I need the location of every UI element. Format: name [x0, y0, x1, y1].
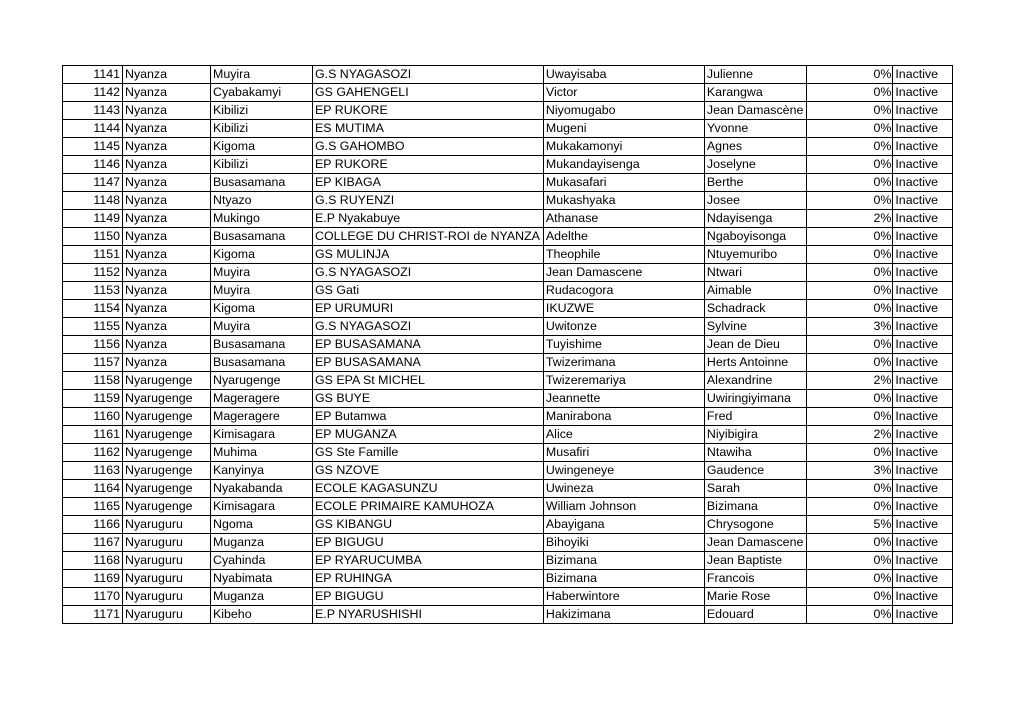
cell-row-number: 1153 [63, 282, 123, 300]
cell-first-name: Edouard [704, 606, 806, 624]
cell-district: Nyarugenge [123, 444, 211, 462]
table-row [63, 408, 953, 426]
cell-surname: Jean Damascene [543, 264, 704, 282]
cell-school: EP Butamwa [313, 408, 544, 426]
cell-row-number: 1146 [63, 156, 123, 174]
cell-surname: Uwitonze [543, 318, 704, 336]
cell-first-name: Josee [704, 192, 806, 210]
cell-row-number: 1152 [63, 264, 123, 282]
cell-sector: Kibilizi [211, 120, 313, 138]
cell-district: Nyanza [123, 282, 211, 300]
table-row [63, 552, 953, 570]
cell-row-number: 1162 [63, 444, 123, 462]
cell-sector: Muyira [211, 318, 313, 336]
cell-district: Nyanza [123, 264, 211, 282]
table-row [63, 66, 953, 84]
cell-progress: 0% [807, 120, 893, 138]
cell-first-name: Julienne [704, 66, 806, 84]
cell-row-number: 1154 [63, 300, 123, 318]
cell-district: Nyanza [123, 120, 211, 138]
cell-status: Inactive [893, 516, 953, 534]
cell-first-name: Jean Damascène [704, 102, 806, 120]
cell-progress: 0% [807, 390, 893, 408]
cell-district: Nyarugenge [123, 408, 211, 426]
cell-district: Nyaruguru [123, 570, 211, 588]
cell-school: G.S RUYENZI [313, 192, 544, 210]
table-row [63, 156, 953, 174]
table-row [63, 498, 953, 516]
cell-surname: Jeannette [543, 390, 704, 408]
cell-school: COLLEGE DU CHRIST-ROI de NYANZA [313, 228, 544, 246]
cell-sector: Kibeho [211, 606, 313, 624]
cell-sector: Kanyinya [211, 462, 313, 480]
cell-school: GS MULINJA [313, 246, 544, 264]
cell-surname: Hakizimana [543, 606, 704, 624]
table-row [63, 516, 953, 534]
cell-district: Nyanza [123, 300, 211, 318]
cell-progress: 0% [807, 606, 893, 624]
cell-sector: Muyira [211, 282, 313, 300]
table-row [63, 246, 953, 264]
cell-sector: Mukingo [211, 210, 313, 228]
cell-first-name: Chrysogone [704, 516, 806, 534]
cell-first-name: Ndayisenga [704, 210, 806, 228]
cell-sector: Muhima [211, 444, 313, 462]
cell-first-name: Schadrack [704, 300, 806, 318]
cell-school: GS BUYE [313, 390, 544, 408]
cell-first-name: Ngaboyisonga [704, 228, 806, 246]
cell-school: ES MUTIMA [313, 120, 544, 138]
cell-surname: Mukasafari [543, 174, 704, 192]
cell-progress: 3% [807, 318, 893, 336]
cell-progress: 0% [807, 228, 893, 246]
cell-district: Nyanza [123, 84, 211, 102]
cell-sector: Kigoma [211, 138, 313, 156]
cell-surname: Mukakamonyi [543, 138, 704, 156]
cell-surname: Uwayisaba [543, 66, 704, 84]
cell-district: Nyanza [123, 318, 211, 336]
cell-status: Inactive [893, 84, 953, 102]
cell-first-name: Niyibigira [704, 426, 806, 444]
cell-district: Nyaruguru [123, 606, 211, 624]
cell-school: EP RUKORE [313, 102, 544, 120]
cell-first-name: Fred [704, 408, 806, 426]
cell-progress: 5% [807, 516, 893, 534]
cell-status: Inactive [893, 318, 953, 336]
cell-school: EP RYARUCUMBA [313, 552, 544, 570]
cell-first-name: Ntuyemuribo [704, 246, 806, 264]
table-row [63, 282, 953, 300]
cell-first-name: Marie Rose [704, 588, 806, 606]
cell-progress: 0% [807, 570, 893, 588]
data-table [62, 65, 953, 624]
cell-progress: 0% [807, 588, 893, 606]
cell-first-name: Yvonne [704, 120, 806, 138]
cell-progress: 0% [807, 300, 893, 318]
cell-row-number: 1155 [63, 318, 123, 336]
cell-sector: Nyarugenge [211, 372, 313, 390]
cell-first-name: Sarah [704, 480, 806, 498]
cell-first-name: Agnes [704, 138, 806, 156]
cell-status: Inactive [893, 192, 953, 210]
cell-district: Nyanza [123, 192, 211, 210]
cell-district: Nyarugenge [123, 462, 211, 480]
cell-row-number: 1148 [63, 192, 123, 210]
cell-sector: Muyira [211, 264, 313, 282]
cell-sector: Muganza [211, 588, 313, 606]
cell-district: Nyarugenge [123, 390, 211, 408]
cell-status: Inactive [893, 156, 953, 174]
cell-sector: Mageragere [211, 390, 313, 408]
cell-progress: 0% [807, 480, 893, 498]
cell-progress: 2% [807, 426, 893, 444]
cell-row-number: 1150 [63, 228, 123, 246]
cell-status: Inactive [893, 444, 953, 462]
cell-sector: Ntyazo [211, 192, 313, 210]
cell-district: Nyarugenge [123, 498, 211, 516]
cell-first-name: Bizimana [704, 498, 806, 516]
cell-surname: Manirabona [543, 408, 704, 426]
cell-row-number: 1159 [63, 390, 123, 408]
cell-row-number: 1149 [63, 210, 123, 228]
cell-surname: Twizeremariya [543, 372, 704, 390]
cell-surname: Mugeni [543, 120, 704, 138]
cell-status: Inactive [893, 426, 953, 444]
cell-progress: 0% [807, 138, 893, 156]
cell-sector: Busasamana [211, 228, 313, 246]
cell-school: G.S NYAGASOZI [313, 264, 544, 282]
cell-status: Inactive [893, 606, 953, 624]
table-row [63, 534, 953, 552]
cell-sector: Kibilizi [211, 102, 313, 120]
cell-status: Inactive [893, 174, 953, 192]
cell-surname: Niyomugabo [543, 102, 704, 120]
cell-surname: IKUZWE [543, 300, 704, 318]
cell-district: Nyanza [123, 228, 211, 246]
cell-row-number: 1147 [63, 174, 123, 192]
cell-status: Inactive [893, 246, 953, 264]
table-row [63, 336, 953, 354]
table-body [63, 66, 953, 624]
cell-sector: Kimisagara [211, 498, 313, 516]
cell-district: Nyaruguru [123, 588, 211, 606]
cell-progress: 0% [807, 354, 893, 372]
cell-progress: 0% [807, 246, 893, 264]
cell-school: GS GAHENGELI [313, 84, 544, 102]
cell-district: Nyanza [123, 174, 211, 192]
cell-sector: Busasamana [211, 354, 313, 372]
cell-progress: 0% [807, 84, 893, 102]
cell-surname: Bihoyiki [543, 534, 704, 552]
cell-surname: Mukashyaka [543, 192, 704, 210]
cell-progress: 0% [807, 174, 893, 192]
cell-status: Inactive [893, 372, 953, 390]
cell-progress: 0% [807, 192, 893, 210]
cell-status: Inactive [893, 498, 953, 516]
table-row [63, 228, 953, 246]
cell-sector: Ngoma [211, 516, 313, 534]
cell-first-name: Ntwari [704, 264, 806, 282]
cell-progress: 0% [807, 156, 893, 174]
cell-progress: 3% [807, 462, 893, 480]
cell-school: ECOLE PRIMAIRE KAMUHOZA [313, 498, 544, 516]
table-row [63, 174, 953, 192]
cell-first-name: Aimable [704, 282, 806, 300]
table-row [63, 102, 953, 120]
cell-first-name: Uwiringiyimana [704, 390, 806, 408]
cell-district: Nyanza [123, 102, 211, 120]
table-row [63, 606, 953, 624]
cell-row-number: 1158 [63, 372, 123, 390]
cell-school: G.S NYAGASOZI [313, 318, 544, 336]
cell-first-name: Karangwa [704, 84, 806, 102]
cell-status: Inactive [893, 210, 953, 228]
table-row [63, 138, 953, 156]
cell-status: Inactive [893, 408, 953, 426]
cell-status: Inactive [893, 552, 953, 570]
cell-first-name: Joselyne [704, 156, 806, 174]
cell-school: GS Ste Famille [313, 444, 544, 462]
cell-surname: Tuyishime [543, 336, 704, 354]
table-row [63, 444, 953, 462]
cell-row-number: 1145 [63, 138, 123, 156]
cell-surname: Uwineza [543, 480, 704, 498]
cell-school: EP BUSASAMANA [313, 336, 544, 354]
table-row [63, 570, 953, 588]
cell-sector: Kibilizi [211, 156, 313, 174]
cell-sector: Muyira [211, 66, 313, 84]
cell-surname: Bizimana [543, 570, 704, 588]
cell-school: G.S NYAGASOZI [313, 66, 544, 84]
cell-status: Inactive [893, 138, 953, 156]
cell-status: Inactive [893, 462, 953, 480]
cell-row-number: 1168 [63, 552, 123, 570]
cell-sector: Busasamana [211, 336, 313, 354]
cell-surname: William Johnson [543, 498, 704, 516]
cell-progress: 0% [807, 66, 893, 84]
cell-status: Inactive [893, 282, 953, 300]
cell-row-number: 1163 [63, 462, 123, 480]
table-row [63, 318, 953, 336]
cell-district: Nyanza [123, 138, 211, 156]
cell-district: Nyanza [123, 66, 211, 84]
cell-row-number: 1141 [63, 66, 123, 84]
cell-progress: 0% [807, 282, 893, 300]
cell-status: Inactive [893, 570, 953, 588]
cell-status: Inactive [893, 264, 953, 282]
cell-surname: Twizerimana [543, 354, 704, 372]
cell-district: Nyarugenge [123, 372, 211, 390]
cell-district: Nyanza [123, 210, 211, 228]
cell-status: Inactive [893, 300, 953, 318]
cell-surname: Mukandayisenga [543, 156, 704, 174]
cell-progress: 0% [807, 534, 893, 552]
cell-first-name: Jean de Dieu [704, 336, 806, 354]
cell-sector: Kigoma [211, 300, 313, 318]
table-row [63, 300, 953, 318]
cell-row-number: 1161 [63, 426, 123, 444]
cell-first-name: Berthe [704, 174, 806, 192]
cell-school: E.P Nyakabuye [313, 210, 544, 228]
cell-status: Inactive [893, 120, 953, 138]
cell-row-number: 1151 [63, 246, 123, 264]
cell-status: Inactive [893, 336, 953, 354]
table-row [63, 480, 953, 498]
cell-row-number: 1171 [63, 606, 123, 624]
cell-progress: 0% [807, 498, 893, 516]
cell-status: Inactive [893, 480, 953, 498]
cell-status: Inactive [893, 390, 953, 408]
cell-district: Nyanza [123, 246, 211, 264]
cell-status: Inactive [893, 534, 953, 552]
cell-row-number: 1160 [63, 408, 123, 426]
table-row [63, 462, 953, 480]
cell-status: Inactive [893, 228, 953, 246]
cell-surname: Athanase [543, 210, 704, 228]
table-row [63, 210, 953, 228]
cell-surname: Haberwintore [543, 588, 704, 606]
cell-school: EP KIBAGA [313, 174, 544, 192]
table-row [63, 120, 953, 138]
cell-school: GS NZOVE [313, 462, 544, 480]
table-row [63, 588, 953, 606]
cell-progress: 0% [807, 444, 893, 462]
cell-school: EP BIGUGU [313, 588, 544, 606]
cell-first-name: Gaudence [704, 462, 806, 480]
cell-district: Nyaruguru [123, 516, 211, 534]
cell-progress: 0% [807, 408, 893, 426]
cell-row-number: 1143 [63, 102, 123, 120]
table-row [63, 426, 953, 444]
cell-progress: 0% [807, 336, 893, 354]
table-row [63, 192, 953, 210]
cell-row-number: 1156 [63, 336, 123, 354]
cell-progress: 2% [807, 210, 893, 228]
cell-school: GS Gati [313, 282, 544, 300]
cell-surname: Rudacogora [543, 282, 704, 300]
cell-surname: Theophile [543, 246, 704, 264]
cell-sector: Kimisagara [211, 426, 313, 444]
cell-sector: Nyakabanda [211, 480, 313, 498]
table-row [63, 84, 953, 102]
cell-district: Nyanza [123, 354, 211, 372]
table-row [63, 264, 953, 282]
cell-sector: Nyabimata [211, 570, 313, 588]
cell-sector: Mageragere [211, 408, 313, 426]
cell-row-number: 1165 [63, 498, 123, 516]
table-row [63, 372, 953, 390]
cell-row-number: 1170 [63, 588, 123, 606]
table-row [63, 390, 953, 408]
cell-status: Inactive [893, 102, 953, 120]
cell-district: Nyaruguru [123, 552, 211, 570]
cell-district: Nyanza [123, 156, 211, 174]
cell-surname: Abayigana [543, 516, 704, 534]
cell-status: Inactive [893, 588, 953, 606]
cell-school: EP RUKORE [313, 156, 544, 174]
cell-row-number: 1167 [63, 534, 123, 552]
cell-sector: Cyahinda [211, 552, 313, 570]
cell-surname: Adelthe [543, 228, 704, 246]
cell-sector: Kigoma [211, 246, 313, 264]
cell-surname: Victor [543, 84, 704, 102]
cell-school: EP URUMURI [313, 300, 544, 318]
cell-sector: Busasamana [211, 174, 313, 192]
cell-first-name: Ntawiha [704, 444, 806, 462]
cell-first-name: Herts Antoinne [704, 354, 806, 372]
cell-school: EP RUHINGA [313, 570, 544, 588]
cell-row-number: 1157 [63, 354, 123, 372]
cell-surname: Alice [543, 426, 704, 444]
cell-school: EP MUGANZA [313, 426, 544, 444]
cell-row-number: 1169 [63, 570, 123, 588]
cell-surname: Uwingeneye [543, 462, 704, 480]
cell-first-name: Jean Damascene [704, 534, 806, 552]
cell-school: GS EPA St MICHEL [313, 372, 544, 390]
cell-progress: 0% [807, 102, 893, 120]
cell-row-number: 1144 [63, 120, 123, 138]
cell-row-number: 1164 [63, 480, 123, 498]
cell-status: Inactive [893, 66, 953, 84]
table-row [63, 354, 953, 372]
cell-school: ECOLE KAGASUNZU [313, 480, 544, 498]
cell-school: G.S GAHOMBO [313, 138, 544, 156]
cell-school: EP BIGUGU [313, 534, 544, 552]
cell-district: Nyarugenge [123, 480, 211, 498]
cell-surname: Bizimana [543, 552, 704, 570]
cell-progress: 2% [807, 372, 893, 390]
cell-status: Inactive [893, 354, 953, 372]
cell-row-number: 1142 [63, 84, 123, 102]
cell-row-number: 1166 [63, 516, 123, 534]
cell-district: Nyaruguru [123, 534, 211, 552]
cell-school: EP BUSASAMANA [313, 354, 544, 372]
cell-first-name: Francois [704, 570, 806, 588]
cell-first-name: Alexandrine [704, 372, 806, 390]
cell-district: Nyarugenge [123, 426, 211, 444]
cell-first-name: Sylvine [704, 318, 806, 336]
cell-surname: Musafiri [543, 444, 704, 462]
cell-district: Nyanza [123, 336, 211, 354]
cell-sector: Cyabakamyi [211, 84, 313, 102]
cell-first-name: Jean Baptiste [704, 552, 806, 570]
cell-school: E.P NYARUSHISHI [313, 606, 544, 624]
cell-sector: Muganza [211, 534, 313, 552]
cell-progress: 0% [807, 552, 893, 570]
cell-progress: 0% [807, 264, 893, 282]
cell-school: GS KIBANGU [313, 516, 544, 534]
